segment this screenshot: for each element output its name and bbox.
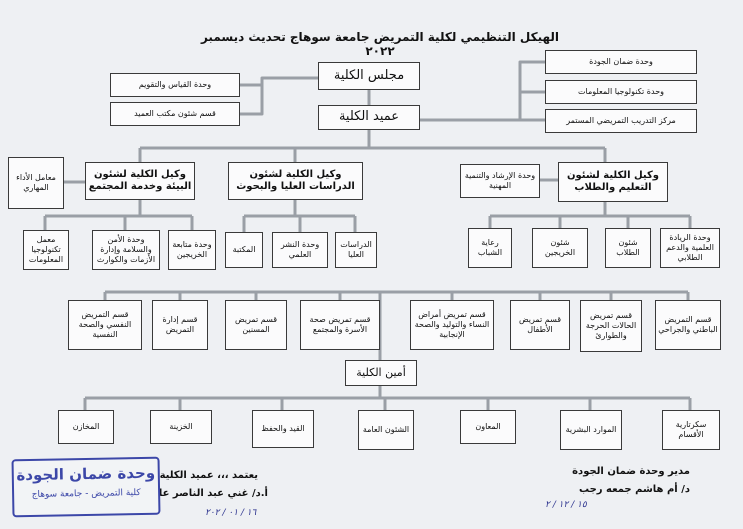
admin-stores: المخازن <box>58 410 114 444</box>
dept-community: قسم تمريض صحة الأسرة والمجتمع <box>300 300 380 350</box>
dept-gerontology: قسم تمريض المسنين <box>225 300 287 350</box>
dept-critical-care: قسم تمريض الحالات الحرجة والطوارئ <box>580 300 642 352</box>
admin-treasury: الخزينة <box>150 410 212 444</box>
admin-assistants: المعاون <box>460 410 516 444</box>
community-unit-it-lab: معمل تكنولوجيا المعلومات <box>23 230 69 270</box>
community-unit-safety: وحدة الأمن والسلامة وإدارة الأزمات والكوارث <box>92 230 160 270</box>
dept-obstetric: قسم تمريض أمراض النساء والتوليد والصحة الإنجابية <box>410 300 494 350</box>
community-unit-graduates: وحدة متابعة الخريجين <box>168 230 216 270</box>
left-unit-dean-office: قسم شئون مكتب العميد <box>110 102 240 126</box>
handwritten-date-right: ١٥ / ١٢ / ٢ <box>545 500 587 510</box>
dept-medical-surgical: قسم التمريض الباطني والجراحي <box>655 300 721 350</box>
right-unit-training: مركز التدريب التمريضي المستمر <box>545 109 697 133</box>
admin-public-affairs: الشئون العامة <box>358 410 414 450</box>
quality-manager-name: د/ أم هاشم جمعه رجب <box>578 484 690 495</box>
right-unit-it: وحدة تكنولوجيا المعلومات <box>545 80 697 104</box>
stamp-subtitle: كلية التمريض - جامعة سوهاج <box>31 488 141 500</box>
approval-label: يعتمد ،،، عميد الكلية <box>159 470 258 481</box>
postgrad-unit-library: المكتبة <box>225 232 263 268</box>
admin-department-secretariat: سكرتارية الأقسام <box>662 410 720 450</box>
dean-signature-name: أ.د/ غني عبد الناصر عا <box>158 488 268 499</box>
student-unit-youth: رعاية الشباب <box>468 228 512 268</box>
student-unit-leadership: وحدة الريادة العلمية والدعم الطلابي <box>660 228 720 268</box>
handwritten-date-left: ١٦ / ٠١ / ٢٠٢ <box>205 508 257 518</box>
dept-administration: قسم إدارة التمريض <box>152 300 208 350</box>
stamp-title: وحدة ضمان الجودة <box>16 463 156 485</box>
quality-manager-label: مدير وحدة ضمان الجودة <box>572 466 690 477</box>
dept-psychiatric: قسم التمريض النفسي والصحة النفسية <box>68 300 142 350</box>
postgrad-unit-studies: الدراسات العليا <box>335 232 377 268</box>
right-unit-quality: وحدة ضمان الجودة <box>545 50 697 74</box>
college-secretary-box: أمين الكلية <box>345 360 417 386</box>
dean-box: عميد الكلية <box>318 105 420 130</box>
college-council-box: مجلس الكلية <box>318 62 420 90</box>
vp-postgrad-box: وكيل الكلية لشئون الدراسات العليا والبحوث <box>228 162 363 200</box>
left-unit-measurement: وحدة القياس والتقويم <box>110 73 240 97</box>
admin-human-resources: الموارد البشرية <box>560 410 622 450</box>
chart-title: الهيكل التنظيمي لكلية التمريض جامعة سوهاج تحديث ديسمبر ٢٠٢٢ <box>200 30 560 58</box>
dept-pediatric: قسم تمريض الأطفال <box>510 300 570 350</box>
skills-lab-box: معامل الأداء المهاري <box>8 157 64 209</box>
postgrad-unit-publishing: وحدة النشر العلمي <box>272 232 328 268</box>
student-unit-alumni: شئون الخريجين <box>532 228 588 268</box>
admin-registration: القيد والحفظ <box>252 410 314 448</box>
vp-community-box: وكيل الكلية لشئون البيئة وخدمة المجتمع <box>85 162 195 200</box>
vp-students-box: وكيل الكلية لشئون التعليم والطلاب <box>558 162 668 202</box>
student-unit-affairs: شئون الطلاب <box>605 228 651 268</box>
quality-unit-stamp <box>12 457 161 518</box>
guidance-unit-box: وحدة الإرشاد والتنمية المهنية <box>460 164 540 198</box>
